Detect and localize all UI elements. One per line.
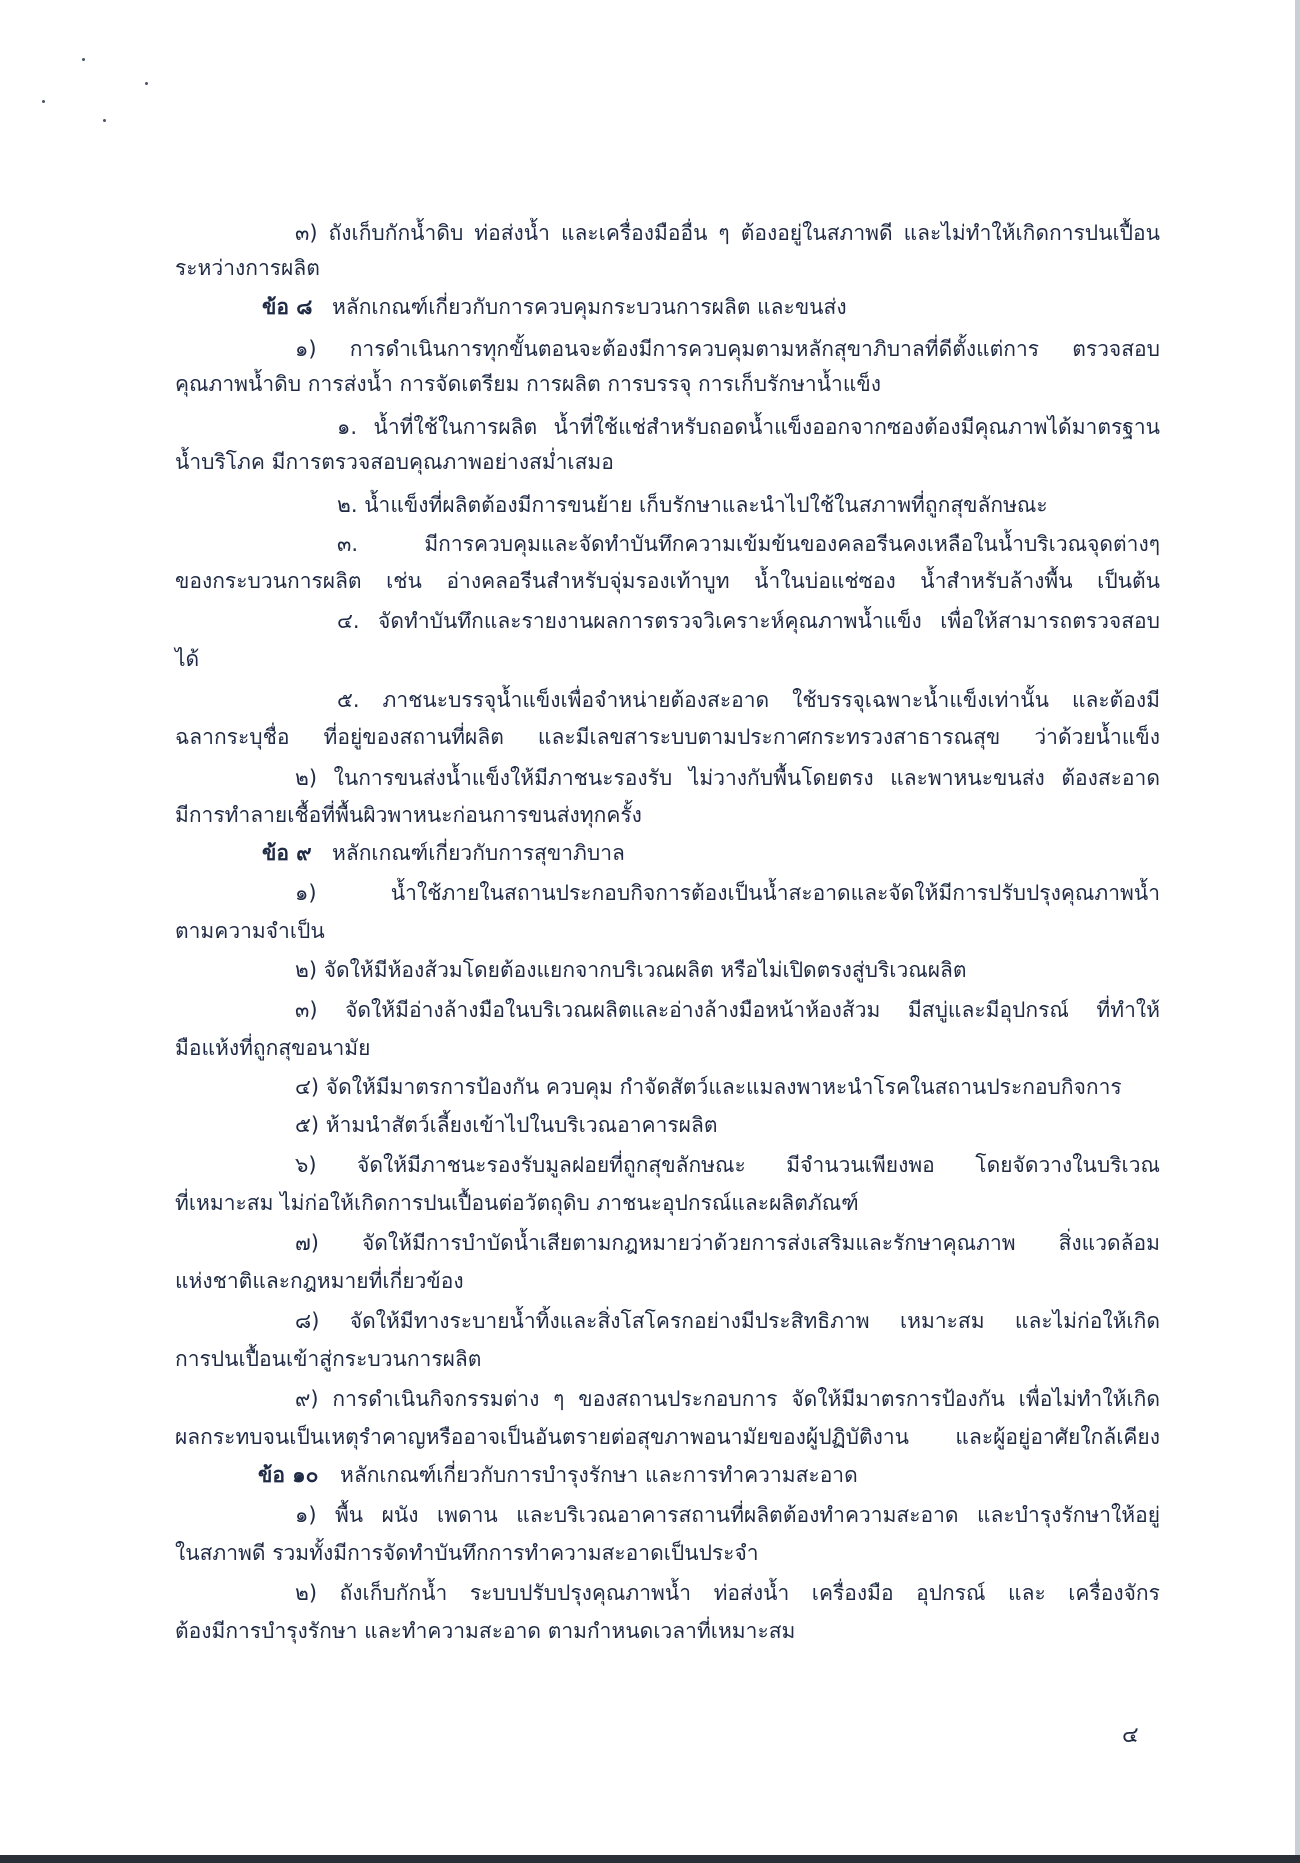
text-line bbox=[295, 1306, 1160, 1336]
text-line: คุณภาพน้ำดิบ การส่งน้ำ การจัดเตรียม การผลิต การบรรจุ การเก็บรักษาน้ำแข็ง bbox=[175, 372, 881, 396]
word: ๑) bbox=[295, 337, 317, 361]
word: น้ำที่ใช้ในการผลิต bbox=[373, 415, 538, 439]
text-line bbox=[295, 1228, 1160, 1258]
text-line: ตามความจำเป็น bbox=[175, 919, 325, 943]
word: ไม่วางกับพื้นโดยตรง bbox=[688, 766, 874, 790]
word: ๆ bbox=[553, 1387, 565, 1411]
word: ๗) bbox=[295, 1231, 319, 1255]
word: ๔. bbox=[337, 609, 360, 633]
word: ๓. bbox=[337, 532, 359, 556]
word: ต้องสะอาด bbox=[1061, 766, 1160, 790]
scan-speck bbox=[103, 119, 106, 122]
word: สิ่งแวดล้อม bbox=[1058, 1231, 1160, 1255]
scan-speck bbox=[42, 100, 45, 103]
word: เครื่องจักร bbox=[1068, 1581, 1160, 1605]
word: ๘) bbox=[295, 1309, 320, 1333]
word: ต้องอยู่ในสภาพดี bbox=[740, 221, 893, 245]
text-line bbox=[295, 995, 1160, 1025]
word: และพาหนะขนส่ง bbox=[890, 766, 1045, 790]
text-line bbox=[295, 878, 1160, 908]
word: ว่าด้วยน้ำแข็ง bbox=[1034, 725, 1160, 749]
word: ท่อส่งน้ำ bbox=[713, 1581, 790, 1605]
text-line bbox=[337, 412, 1160, 442]
word: ใช้บรรจุเฉพาะน้ำแข็งเท่านั้น bbox=[792, 688, 1050, 712]
text-line bbox=[175, 566, 1160, 596]
scan-edge-right bbox=[1295, 0, 1300, 1863]
page-number: ๔ bbox=[1122, 1723, 1139, 1748]
word: โดยจัดวางในบริเวณ bbox=[975, 1153, 1160, 1177]
text-line: มีการทำลายเชื้อที่พื้นผิวพาหนะก่อนการขนส่งทุกครั้ง bbox=[175, 803, 642, 827]
word: เป็นต้น bbox=[1097, 569, 1160, 593]
section-number: ข้อ ๘ bbox=[262, 295, 313, 319]
text-line: น้ำบริโภค มีการตรวจสอบคุณภาพอย่างสม่ำเสมอ bbox=[175, 450, 614, 474]
word: น้ำใช้ภายในสถานประกอบกิจการต้องเป็นน้ำสะอาดและจัดให้มีการปรับปรุงคุณภาพน้ำ bbox=[390, 881, 1160, 905]
word: ๙) bbox=[295, 1387, 319, 1411]
word: ของสถานประกอบการ bbox=[578, 1387, 778, 1411]
word: และไม่ทำให้เกิดการปนเปื้อน bbox=[903, 221, 1160, 245]
section-number: ข้อ ๑๐ bbox=[258, 1463, 319, 1487]
word: และผู้อยู่อาศัยใกล้เคียง bbox=[955, 1425, 1160, 1449]
text-line: ระหว่างการผลิต bbox=[175, 256, 320, 280]
text-line: ๕) ห้ามนำสัตว์เลี้ยงเข้าไปในบริเวณอาคารผลิต bbox=[295, 1113, 718, 1137]
text-line bbox=[337, 685, 1160, 715]
word: ๒) bbox=[295, 766, 318, 790]
word: ผลกระทบจนเป็นเหตุรำคาญหรืออาจเป็นอันตรายต่อสุขภาพอนามัยของผู้ปฏิบัติงาน bbox=[175, 1425, 910, 1449]
text-line bbox=[295, 1578, 1160, 1608]
word: ระบบปรับปรุงคุณภาพน้ำ bbox=[469, 1581, 692, 1605]
text-line bbox=[295, 1150, 1160, 1180]
word: ในการขนส่งน้ำแข็งให้มีภาชนะรองรับ bbox=[333, 766, 673, 790]
word: เพดาน bbox=[436, 1503, 498, 1527]
text-line: ต้องมีการบำรุงรักษา และทำความสะอาด ตามกำหนดเวลาที่เหมาะสม bbox=[175, 1619, 796, 1643]
word: ถังเก็บกักน้ำดิบ bbox=[328, 221, 464, 245]
text-line bbox=[295, 763, 1160, 793]
word: และไม่ก่อให้เกิด bbox=[1014, 1309, 1160, 1333]
text-line bbox=[175, 1422, 1160, 1452]
word: อุปกรณ์ bbox=[916, 1581, 986, 1605]
word: น้ำในบ่อแช่ซอง bbox=[754, 569, 896, 593]
word: ๑) bbox=[295, 1503, 317, 1527]
text-line: การปนเปื้อนเข้าสู่กระบวนการผลิต bbox=[175, 1347, 482, 1371]
word: เครื่องมือ bbox=[811, 1581, 894, 1605]
scan-edge-bottom bbox=[0, 1855, 1300, 1863]
text-line bbox=[295, 1500, 1160, 1530]
text-line: แห่งชาติและกฎหมายที่เกี่ยวข้อง bbox=[175, 1269, 464, 1293]
word: ที่ทำให้ bbox=[1096, 998, 1160, 1022]
section-heading bbox=[262, 292, 847, 322]
text-line bbox=[337, 606, 1160, 636]
word: ๓) bbox=[295, 221, 318, 245]
text-line bbox=[295, 218, 1160, 248]
word: จัดให้มีการบำบัดน้ำเสียตามกฎหมายว่าด้วยการส่งเสริมและรักษาคุณภาพ bbox=[361, 1231, 1016, 1255]
text-line: ที่เหมาะสม ไม่ก่อให้เกิดการปนเปื้อนต่อวัตถุดิบ ภาชนะอุปกรณ์และผลิตภัณฑ์ bbox=[175, 1191, 859, 1215]
word: ๕. bbox=[337, 688, 360, 712]
section-title: หลักเกณฑ์เกี่ยวกับการควบคุมกระบวนการผลิต และขนส่ง bbox=[332, 295, 847, 319]
word: และบำรุงรักษาให้อยู่ bbox=[977, 1503, 1160, 1527]
word: เพื่อให้สามารถตรวจสอบ bbox=[940, 609, 1160, 633]
text-line bbox=[295, 1384, 1160, 1414]
text-line bbox=[337, 529, 1160, 559]
word: และมีเลขสาระบบตามประกาศกระทรวงสาธารณสุข bbox=[537, 725, 1001, 749]
word: เช่น bbox=[386, 569, 422, 593]
word: จัดให้มีอ่างล้างมือในบริเวณผลิตและอ่างล้างมือหน้าห้องส้วม bbox=[345, 998, 881, 1022]
word: และต้องมี bbox=[1071, 688, 1160, 712]
word: จัดให้มีมาตรการป้องกัน bbox=[791, 1387, 1005, 1411]
word: ฉลากระบุชื่อ bbox=[175, 725, 290, 749]
text-line: มือแห้งที่ถูกสุขอนามัย bbox=[175, 1036, 371, 1060]
word: และเครื่องมืออื่น bbox=[560, 221, 708, 245]
section-title: หลักเกณฑ์เกี่ยวกับการสุขาภิบาล bbox=[332, 841, 625, 865]
word: ตรวจสอบ bbox=[1072, 337, 1160, 361]
word: การดำเนินกิจกรรมต่าง bbox=[332, 1387, 540, 1411]
scan-speck bbox=[82, 58, 85, 61]
word: มีจำนวนเพียงพอ bbox=[786, 1153, 935, 1177]
word: ๑) bbox=[295, 881, 317, 905]
word: เพื่อไม่ทำให้เกิด bbox=[1018, 1387, 1160, 1411]
word: ผนัง bbox=[381, 1503, 419, 1527]
text-line: ในสภาพดี รวมทั้งมีการจัดทำบันทึกการทำความสะอาดเป็นประจำ bbox=[175, 1541, 759, 1565]
text-line bbox=[295, 334, 1160, 364]
section-title: หลักเกณฑ์เกี่ยวกับการบำรุงรักษา และการทำความสะอาด bbox=[340, 1463, 858, 1487]
word: จัดทำบันทึกและรายงานผลการตรวจวิเคราะห์คุณภาพน้ำแข็ง bbox=[378, 609, 922, 633]
word: มีสบู่และมีอุปกรณ์ bbox=[907, 998, 1069, 1022]
word: ท่อส่งน้ำ bbox=[474, 221, 550, 245]
word: อ่างคลอรีนสำหรับจุ่มรองเท้าบูท bbox=[446, 569, 730, 593]
word: ภาชนะบรรจุน้ำแข็งเพื่อจำหน่ายต้องสะอาด bbox=[382, 688, 770, 712]
word: ที่อยู่ของสถานที่ผลิต bbox=[323, 725, 504, 749]
text-line: ๔) จัดให้มีมาตรการป้องกัน ควบคุม กำจัดสัตว์และแมลงพาหะนำโรคในสถานประกอบกิจการ bbox=[295, 1075, 1122, 1099]
word: น้ำสำหรับล้างพื้น bbox=[920, 569, 1073, 593]
word: จัดให้มีทางระบายน้ำทิ้งและสิ่งโสโครกอย่างมีประสิทธิภาพ bbox=[349, 1309, 870, 1333]
scan-speck bbox=[145, 82, 148, 85]
word: และ bbox=[1008, 1581, 1046, 1605]
section-number: ข้อ ๙ bbox=[262, 841, 312, 865]
text-line: ๒) จัดให้มีห้องส้วมโดยต้องแยกจากบริเวณผลิต หรือไม่เปิดตรงสู่บริเวณผลิต bbox=[295, 958, 967, 982]
word: ของกระบวนการผลิต bbox=[175, 569, 362, 593]
word: ๒) bbox=[295, 1581, 318, 1605]
word: น้ำที่ใช้แช่สำหรับถอดน้ำแข็งออกจากซองต้องมีคุณภาพได้มาตรฐาน bbox=[553, 415, 1160, 439]
text-line: ๒. น้ำแข็งที่ผลิตต้องมีการขนย้าย เก็บรักษาและนำไปใช้ในสภาพที่ถูกสุขลักษณะ bbox=[337, 493, 1048, 517]
word: เหมาะสม bbox=[899, 1309, 985, 1333]
section-heading bbox=[262, 838, 625, 868]
word: จัดให้มีภาชนะรองรับมูลฝอยที่ถูกสุขลักษณะ bbox=[357, 1153, 746, 1177]
word: พื้น bbox=[334, 1503, 364, 1527]
word: ๓) bbox=[295, 998, 318, 1022]
word: และบริเวณอาคารสถานที่ผลิตต้องทำความสะอาด bbox=[516, 1503, 959, 1527]
text-line bbox=[175, 722, 1160, 752]
text-line: ได้ bbox=[175, 647, 200, 671]
word: ๆ bbox=[718, 221, 730, 245]
section-heading bbox=[258, 1460, 858, 1490]
word: มีการควบคุมและจัดทำบันทึกความเข้มข้นของคลอรีนคงเหลือในน้ำบริเวณจุดต่างๆ bbox=[424, 532, 1160, 556]
word: ๑. bbox=[337, 415, 358, 439]
word: การดำเนินการทุกขั้นตอนจะต้องมีการควบคุมตามหลักสุขาภิบาลที่ดีตั้งแต่การ bbox=[349, 337, 1040, 361]
word: ๖) bbox=[295, 1153, 317, 1177]
word: ถังเก็บกักน้ำ bbox=[339, 1581, 448, 1605]
